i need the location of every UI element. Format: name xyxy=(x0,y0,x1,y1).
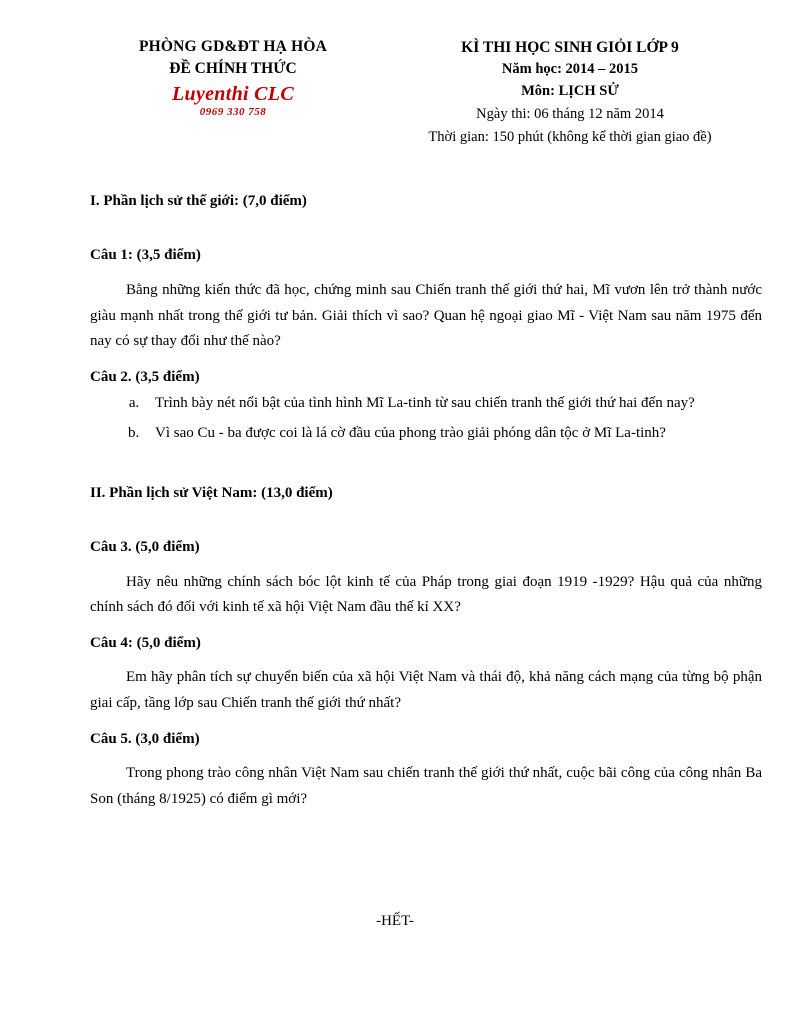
question-1-body: Bằng những kiến thức đã học, chứng minh sau Chiến tranh thế giới thứ hai, Mĩ vươn lên trở thành nước giàu mạnh nhất trong thế giới tư bản. Giải thích vì sao? Quan hệ ngoại giao Mĩ - Việt Nam sau năm 1975 đến nay có sự thay đổi như thế nào? xyxy=(90,281,762,350)
question-5-head: Câu 5. (3,0 điểm) xyxy=(90,731,200,748)
question-5-body: Trong phong trào công nhân Việt Nam sau chiến tranh thế giới thứ nhất, cuộc bãi công của công nhân Ba Son (tháng 8/1925) có điểm gì mới? xyxy=(90,765,762,808)
exam-title: KÌ THI HỌC SINH GIỎI LỚP 9 xyxy=(461,39,679,56)
document-header xyxy=(48,36,752,149)
question-4-body: Em hãy phân tích sự chuyển biến của xã hội Việt Nam và thái độ, khả năng cách mạng của từng bộ phận giai cấp, tầng lớp sau Chiến tranh thế giới thứ nhất? xyxy=(90,669,762,712)
question-3-head: Câu 3. (5,0 điểm) xyxy=(90,539,200,556)
question-3-body: Hãy nêu những chính sách bóc lột kinh tế của Pháp trong giai đoạn 1919 -1929? Hậu quả của những chính sách đó đối với kinh tế xã hội Việt Nam đầu thế kỉ XX? xyxy=(90,573,762,616)
brand-watermark: Luyenthi CLC xyxy=(172,82,294,105)
header-right-block xyxy=(378,36,752,149)
subject-name: Môn: LỊCH SỬ xyxy=(521,83,619,99)
brand-phone: 0969 330 758 xyxy=(199,105,267,118)
question-2-sub-list xyxy=(48,391,783,447)
exam-content xyxy=(48,189,762,933)
official-label: ĐỀ CHÍNH THỨC xyxy=(169,60,297,78)
list-item: a. Trình bày nét nổi bật của tình hình Mĩ La-tinh từ sau chiến tranh thế giới thứ hai đến nay? xyxy=(143,391,783,417)
end-mark: -HẾT- xyxy=(376,912,414,929)
department-name: PHÒNG GD&ĐT HẠ HÒA xyxy=(138,38,328,55)
school-year: Năm học: 2014 – 2015 xyxy=(501,61,639,78)
exam-date: Ngày thi: 06 tháng 12 năm 2014 xyxy=(476,105,664,122)
list-item: b. Vì sao Cu - ba được coi là lá cờ đầu của phong trào giải phóng dân tộc ở Mĩ La-tinh? xyxy=(143,421,783,447)
section-title-world-history: I. Phần lịch sử thế giới: (7,0 điểm) xyxy=(90,193,307,210)
question-1-head: Câu 1: (3,5 điểm) xyxy=(90,247,201,264)
header-left-block xyxy=(48,36,378,118)
question-2-head: Câu 2. (3,5 điểm) xyxy=(90,369,200,386)
exam-duration: Thời gian: 150 phút (không kể thời gian giao đề) xyxy=(428,128,712,145)
question-4-head: Câu 4: (5,0 điểm) xyxy=(90,635,201,652)
section-title-vietnam-history: II. Phần lịch sử Việt Nam: (13,0 điểm) xyxy=(90,485,333,501)
